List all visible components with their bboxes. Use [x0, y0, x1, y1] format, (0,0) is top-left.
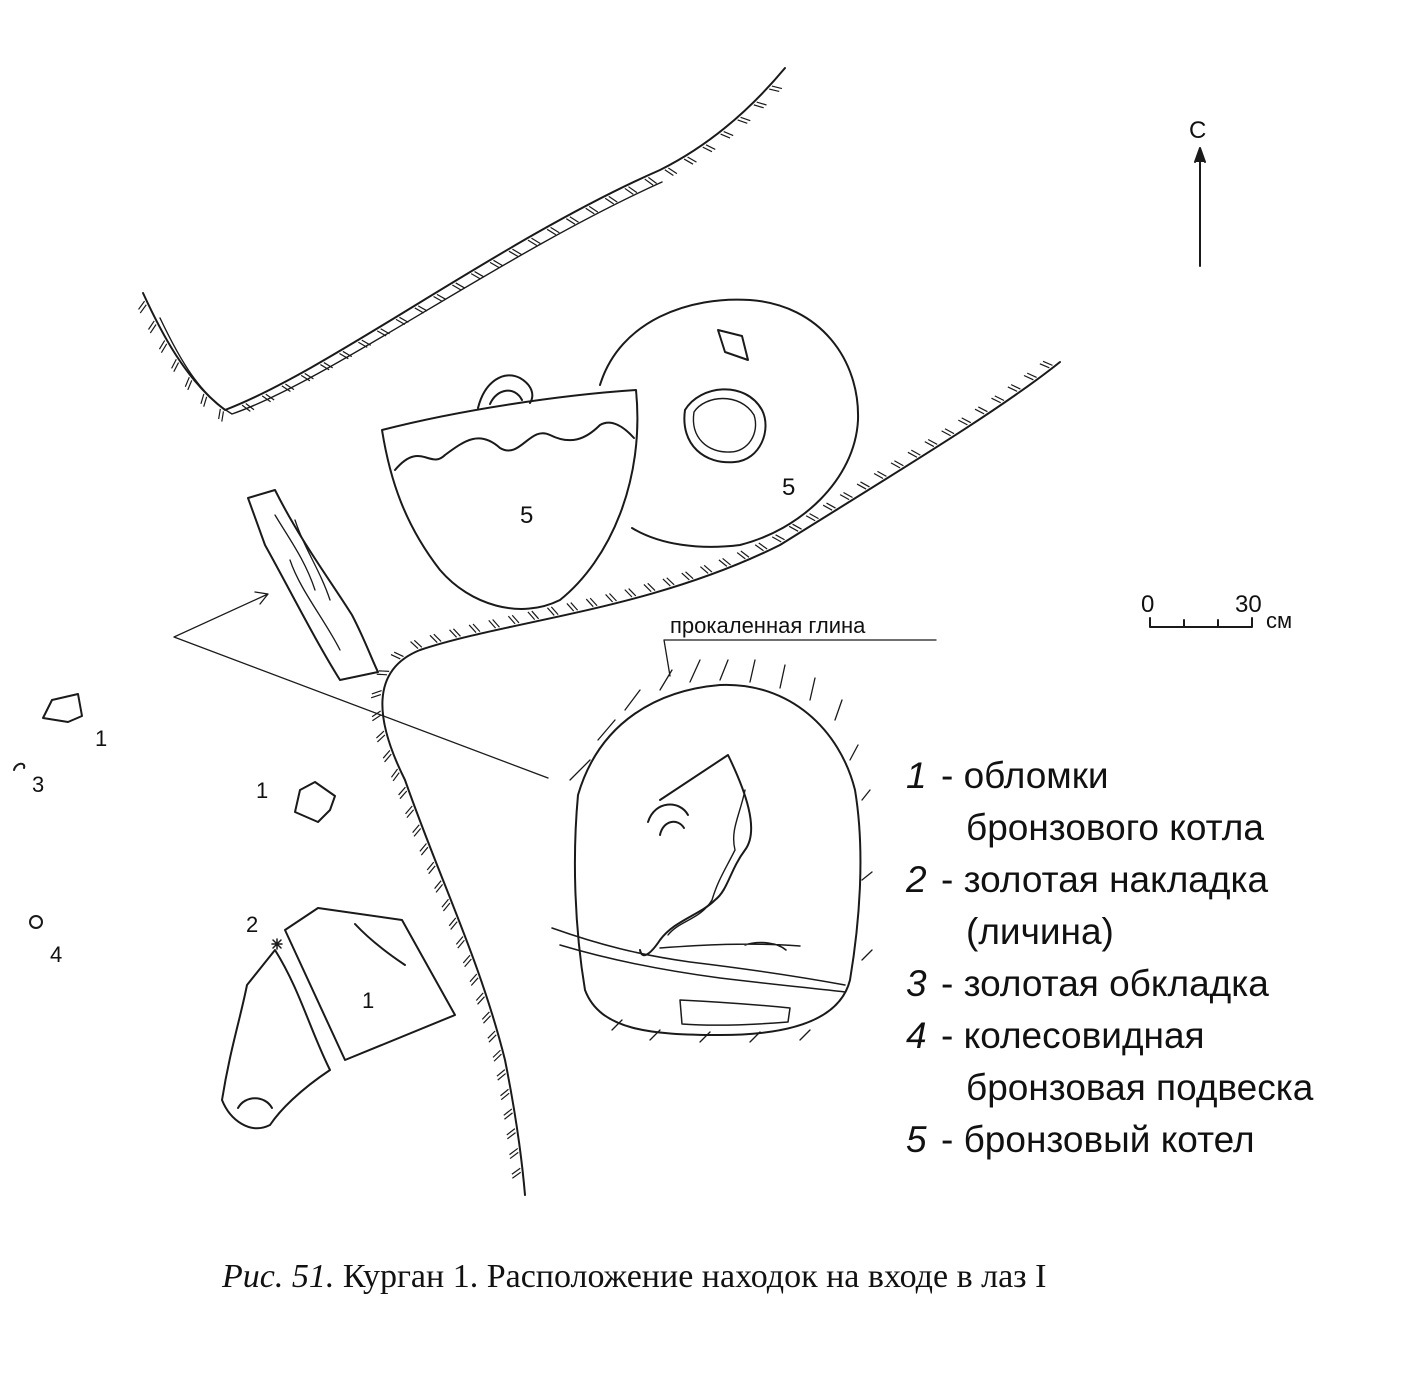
- hatch-stroke: [721, 134, 730, 138]
- hatch-stroke: [772, 86, 782, 88]
- legend-1-number: 1: [906, 755, 927, 796]
- hatch-stroke: [706, 145, 715, 150]
- hatch-stroke: [379, 671, 389, 672]
- hatch-stroke: [1024, 375, 1033, 379]
- figure-caption: [221, 1258, 1046, 1295]
- cauldron-5-left-body: [382, 390, 637, 609]
- hatch-stroke: [757, 102, 767, 105]
- find-label-2: 2: [246, 912, 259, 937]
- hatch-stroke: [391, 655, 400, 659]
- hatch-stroke: [1040, 364, 1049, 368]
- legend-3-line-1: - золотая обкладка: [941, 963, 1269, 1004]
- legend-3-number: 3: [906, 963, 927, 1004]
- find-label-4: 4: [50, 942, 63, 967]
- hatch-stroke: [754, 105, 764, 108]
- upper-pit-wall-edge: [160, 182, 662, 414]
- find-1-fragment-a: [43, 694, 82, 722]
- hatch-stroke: [1008, 387, 1017, 391]
- legend-4-line-1: - колесовидная: [941, 1015, 1205, 1056]
- hatch-stroke: [738, 120, 748, 123]
- hatch-stroke: [204, 397, 207, 407]
- hatch-stroke: [724, 132, 733, 136]
- disc-opening-inner: [693, 399, 755, 453]
- find-2-star: [272, 939, 282, 949]
- legend-5-line-1: - бронзовый котел: [941, 1119, 1255, 1160]
- find-label-5-left: 5: [520, 502, 534, 529]
- hatch-stroke: [995, 396, 1004, 401]
- find-1-fragment-d: [222, 950, 330, 1128]
- fragment-crack: [355, 924, 405, 965]
- find-1-fragment-c: [285, 908, 455, 1060]
- hatch-stroke: [394, 652, 403, 656]
- legend: [905, 755, 1314, 1160]
- scale-zero-label: 0: [1141, 591, 1155, 618]
- find-label-1-b: 1: [256, 778, 269, 803]
- hatch-stroke: [201, 394, 204, 404]
- caption-text: Курган 1. Расположение находок на входе в лаз I: [334, 1258, 1047, 1295]
- niche-burnt-layer: [552, 928, 845, 1025]
- north-arrow-head: [1195, 148, 1205, 162]
- hatch-stroke: [219, 409, 221, 419]
- hatch-stroke: [188, 380, 192, 390]
- hatch-stroke: [1043, 361, 1052, 365]
- niche-outline: [575, 685, 861, 1035]
- scale-max-label: 30: [1235, 591, 1262, 618]
- fragment-d-handle: [238, 1098, 272, 1108]
- hatch-stroke: [372, 691, 382, 694]
- niche-cauldron-fragment: [640, 755, 751, 955]
- legend-1-line-1: - обломки: [941, 755, 1109, 796]
- disc-chip: [718, 330, 748, 360]
- legend-2-line-2: (личина): [966, 911, 1114, 952]
- find-label-1-a: 1: [95, 726, 108, 751]
- scale-unit-label: см: [1266, 608, 1293, 633]
- clay-leader: [664, 640, 936, 676]
- find-label-1-c: 1: [362, 988, 375, 1013]
- find-3-mark: [14, 764, 24, 770]
- find-1-fragment-b: [295, 782, 335, 822]
- hatch-stroke: [1011, 385, 1020, 389]
- legend-1-line-2: бронзового котла: [966, 807, 1264, 848]
- legend-2-line-1: - золотая накладка: [941, 859, 1269, 900]
- find-label-5-right: 5: [782, 474, 796, 501]
- cauldron-5-rim-wave: [395, 423, 634, 470]
- niche-fragment-handle: [648, 805, 688, 835]
- scale-bar: [1150, 618, 1252, 627]
- hatch-stroke: [377, 674, 387, 675]
- hatch-stroke: [371, 695, 381, 698]
- upper-pit-wall: [143, 68, 785, 410]
- niche-fragment-wave: [668, 790, 745, 935]
- hatch-stroke: [991, 398, 1000, 403]
- legend-2-number: 2: [906, 859, 927, 900]
- caption-figure-number: Рис. 51.: [222, 1258, 335, 1295]
- hatch-stroke: [1027, 373, 1036, 377]
- niche-hatching: [570, 660, 872, 1042]
- clay-label: прокаленная глина: [670, 613, 866, 638]
- legend-4-line-2: бронзовая подвеска: [966, 1067, 1314, 1108]
- legend-5-number: 5: [906, 1119, 927, 1160]
- hatch-stroke: [703, 147, 712, 152]
- find-label-3: 3: [32, 772, 45, 797]
- hatch-stroke: [769, 89, 779, 91]
- hatch-stroke: [185, 377, 189, 387]
- cauldron-5-right-disc: [600, 300, 858, 547]
- hatch-stroke: [741, 117, 751, 120]
- pointer-line: [174, 592, 548, 778]
- hatch-stroke: [222, 411, 224, 421]
- north-label: С: [1189, 117, 1207, 144]
- find-4-pendant: [30, 916, 42, 928]
- legend-4-number: 4: [906, 1015, 927, 1056]
